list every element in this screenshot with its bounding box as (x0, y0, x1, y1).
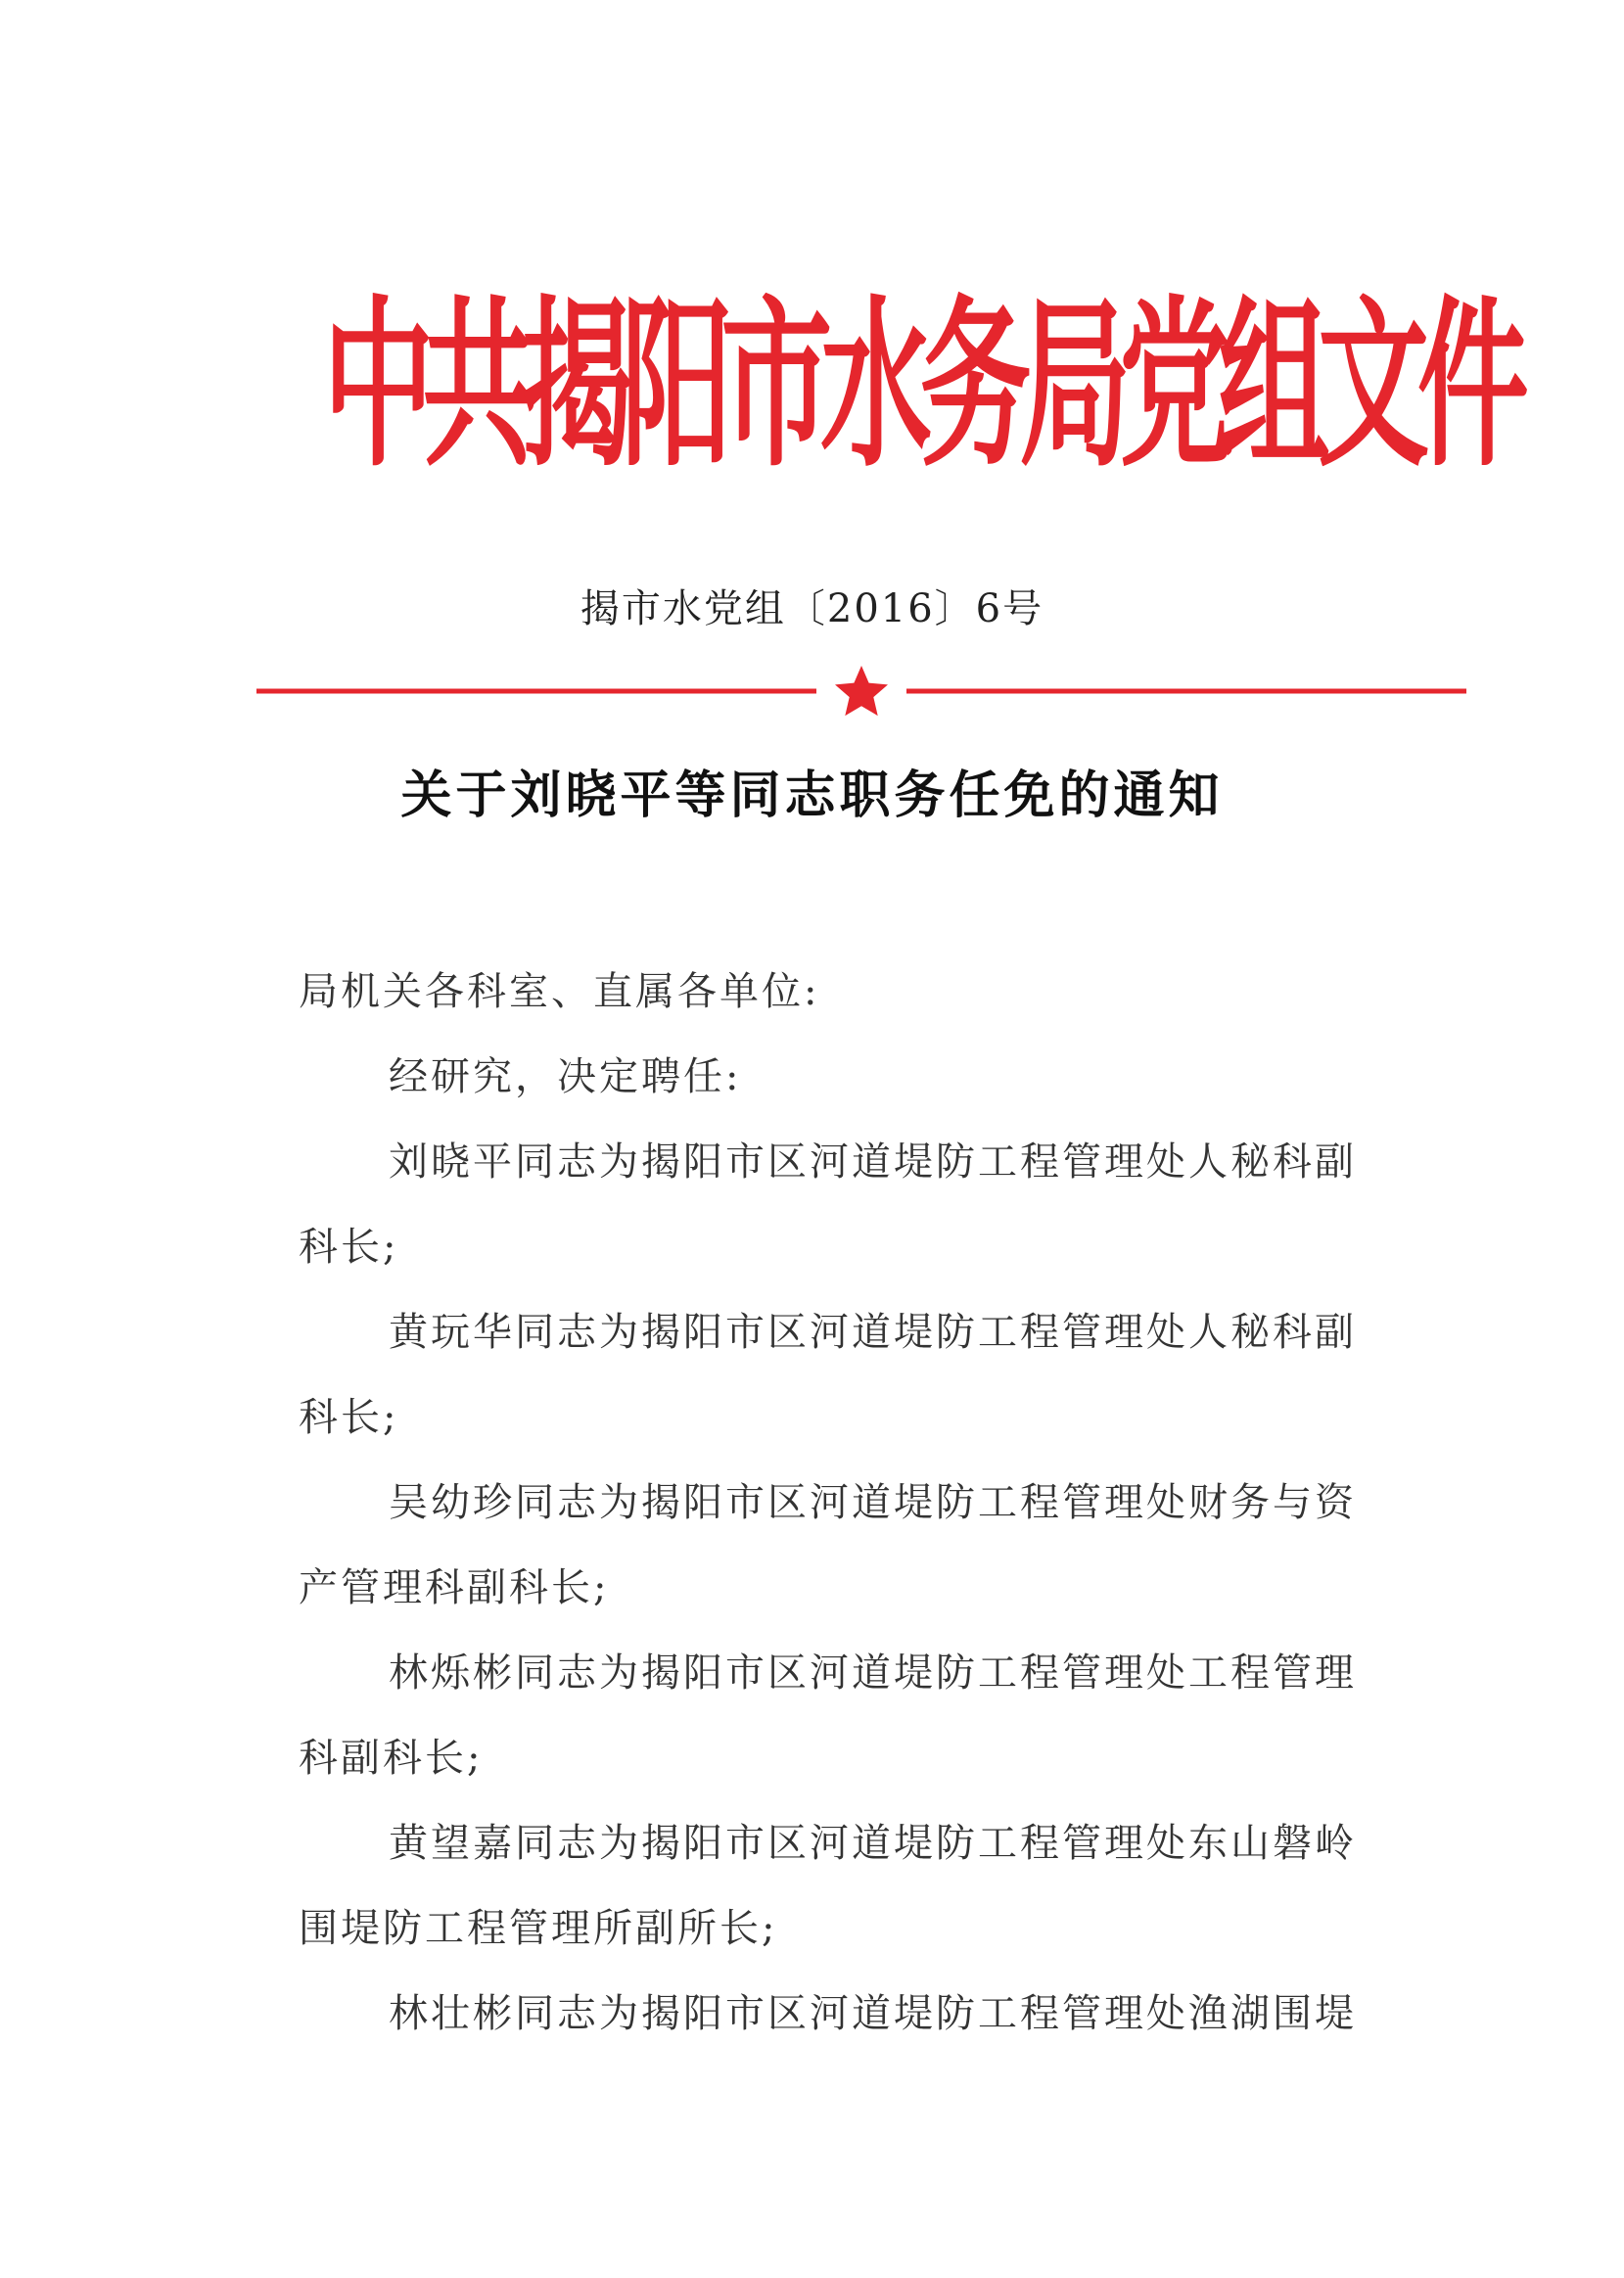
appointment-line: 科长; (299, 1225, 399, 1270)
document-body (299, 950, 1439, 2057)
document-number: 揭市水党组〔2016〕6号 (580, 586, 1044, 631)
red-star-icon (835, 666, 888, 716)
appointment-line: 吴幼珍同志为揭阳市区河道堤防工程管理处财务与资 (389, 1480, 1357, 1525)
appointment-line: 林烁彬同志为揭阳市区河道堤防工程管理处工程管理 (389, 1650, 1357, 1696)
red-divider (256, 662, 1466, 721)
appointment-line: 科长; (299, 1395, 399, 1440)
appointment-line: 林壮彬同志为揭阳市区河道堤防工程管理处渔湖围堤 (389, 1991, 1357, 2036)
document-title: 关于刘晓平等同志职务任免的通知 (400, 766, 1224, 825)
appointment-line: 科副科长; (299, 1736, 484, 1781)
issuer-header: 中共揭阳市水务局党组文件 (323, 276, 1517, 492)
appointment-line: 产管理科副科长; (299, 1565, 610, 1610)
salutation: 局机关各科室、直属各单位: (299, 969, 820, 1014)
appointment-line: 围堤防工程管理所副所长; (299, 1906, 778, 1951)
appointment-line: 刘晓平同志为揭阳市区河道堤防工程管理处人秘科副 (389, 1139, 1357, 1185)
intro-paragraph: 经研究，决定聘任: (389, 1054, 742, 1099)
appointment-line: 黄望嘉同志为揭阳市区河道堤防工程管理处东山磐岭 (389, 1821, 1357, 1866)
appointment-line: 黄玩华同志为揭阳市区河道堤防工程管理处人秘科副 (389, 1310, 1357, 1355)
